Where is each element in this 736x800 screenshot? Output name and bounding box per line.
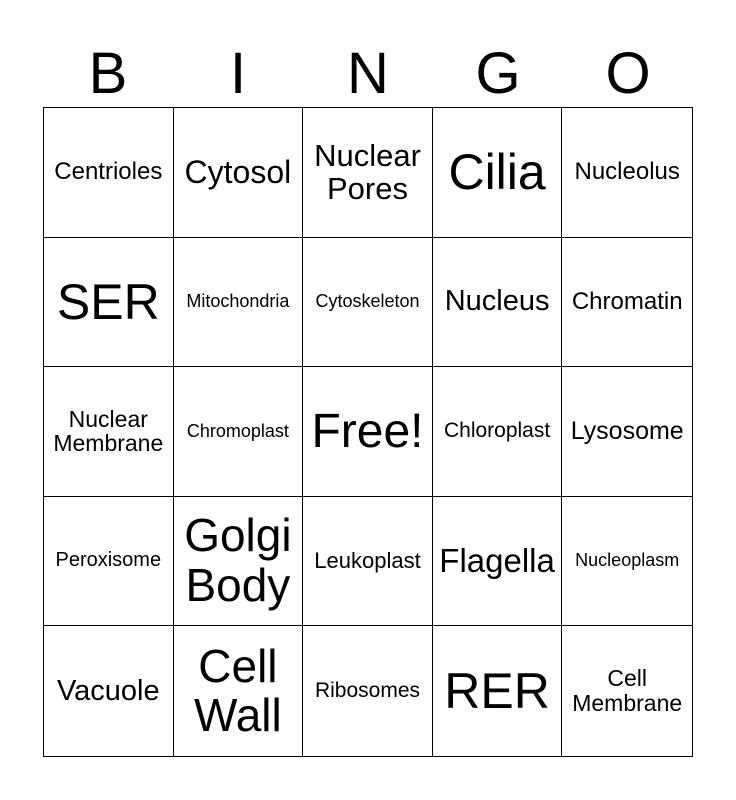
bingo-cell[interactable] bbox=[433, 367, 563, 497]
header-letter-n: N bbox=[347, 41, 389, 106]
bingo-cell-text: Cell Wall bbox=[194, 639, 282, 742]
bingo-grid bbox=[43, 107, 693, 757]
bingo-cell-text: Vacuole bbox=[56, 674, 160, 707]
bingo-cell-text: Chloroplast bbox=[443, 419, 551, 443]
bingo-cell[interactable] bbox=[44, 367, 174, 497]
bingo-cell-text: Flagella bbox=[439, 542, 555, 580]
bingo-cell-text: Golgi Body bbox=[184, 509, 292, 612]
bingo-cell-text: Peroxisome bbox=[55, 549, 162, 572]
bingo-cell-text: Nuclear Pores bbox=[314, 137, 421, 207]
bingo-cell[interactable] bbox=[562, 367, 692, 497]
bingo-cell[interactable] bbox=[174, 108, 304, 238]
bingo-header bbox=[43, 40, 693, 108]
bingo-cell[interactable] bbox=[44, 238, 174, 368]
header-letter-i: I bbox=[229, 41, 247, 106]
bingo-cell[interactable] bbox=[433, 238, 563, 368]
bingo-cell[interactable] bbox=[174, 626, 304, 756]
bingo-cell[interactable] bbox=[174, 367, 304, 497]
bingo-cell-text: Nuclear Membrane bbox=[53, 405, 164, 457]
bingo-cell-text: Cell Membrane bbox=[572, 665, 683, 717]
bingo-cell[interactable] bbox=[44, 108, 174, 238]
bingo-cell[interactable] bbox=[174, 238, 304, 368]
bingo-cell[interactable] bbox=[562, 238, 692, 368]
bingo-cell-text: Ribosomes bbox=[314, 678, 421, 702]
bingo-cell[interactable] bbox=[433, 497, 563, 627]
bingo-cell-text: SER bbox=[56, 273, 160, 330]
bingo-cell[interactable] bbox=[44, 497, 174, 627]
bingo-cell-text: Cytosol bbox=[184, 154, 292, 191]
bingo-cell[interactable] bbox=[303, 238, 433, 368]
header-letter-b: B bbox=[88, 41, 128, 106]
bingo-cell-text: Free! bbox=[311, 404, 424, 458]
bingo-cell-text: Cytoskeleton bbox=[315, 291, 420, 312]
bingo-cell-text: Chromatin bbox=[571, 287, 683, 315]
bingo-cell[interactable] bbox=[433, 626, 563, 756]
bingo-cell-text: Centrioles bbox=[54, 158, 163, 186]
bingo-cell-text: Nucleoplasm bbox=[575, 550, 680, 571]
bingo-cell-text: Leukoplast bbox=[314, 548, 421, 574]
bingo-cell-text: Cilia bbox=[448, 144, 546, 201]
bingo-cell[interactable] bbox=[562, 626, 692, 756]
bingo-cell[interactable] bbox=[562, 108, 692, 238]
bingo-cell[interactable] bbox=[44, 626, 174, 756]
bingo-cell[interactable] bbox=[174, 497, 304, 627]
bingo-cell[interactable] bbox=[303, 367, 433, 497]
bingo-cell-text: Mitochondria bbox=[186, 291, 290, 312]
header-letter-o: O bbox=[605, 41, 651, 106]
bingo-cell[interactable] bbox=[303, 108, 433, 238]
bingo-cell[interactable] bbox=[303, 497, 433, 627]
bingo-cell[interactable] bbox=[303, 626, 433, 756]
bingo-cell[interactable] bbox=[562, 497, 692, 627]
bingo-cell-text: Lysosome bbox=[570, 416, 684, 445]
bingo-cell-text: Chromoplast bbox=[186, 420, 289, 441]
bingo-cell-text: RER bbox=[444, 663, 550, 720]
bingo-cell-text: Nucleus bbox=[444, 285, 550, 318]
bingo-cell-text: Nucleolus bbox=[574, 158, 680, 186]
header-letter-g: G bbox=[475, 41, 521, 106]
bingo-cell[interactable] bbox=[433, 108, 563, 238]
